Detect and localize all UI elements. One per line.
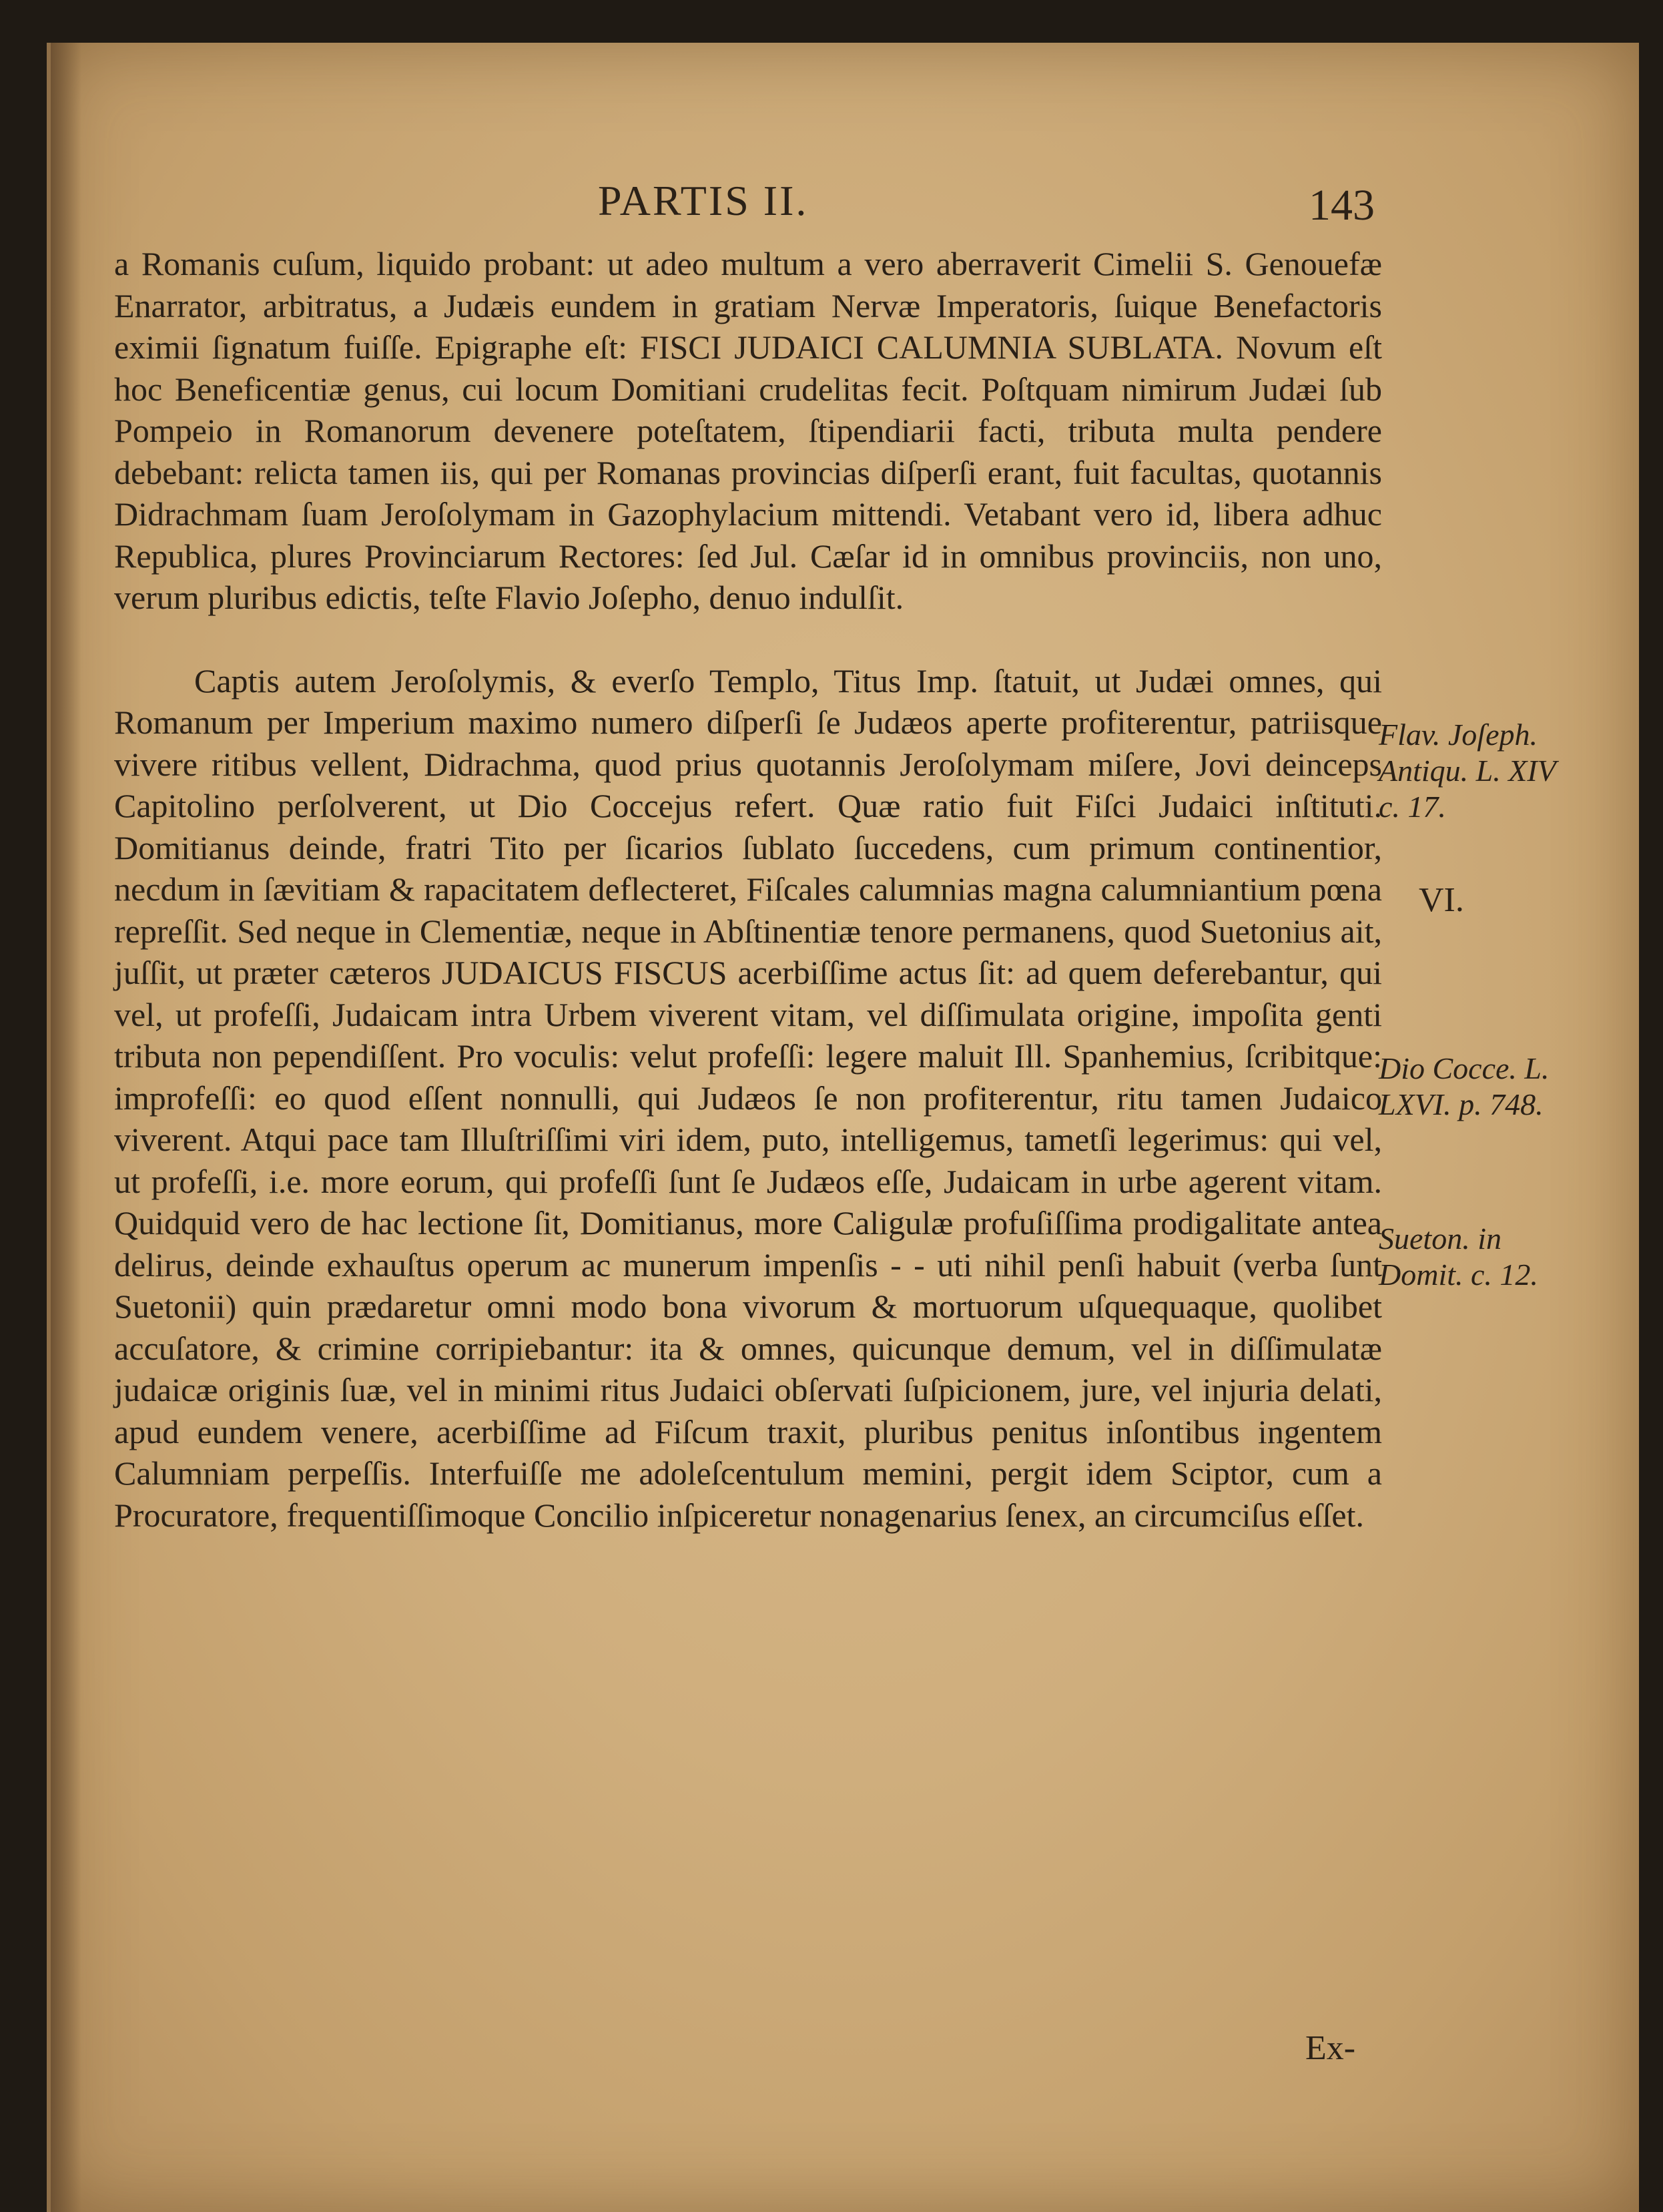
margin-note-dio: Dio Cocce. L. LXVI. p. 748. [1379,1051,1550,1121]
margin-note-josephus: Flav. Joſeph. Antiqu. L. XIV c. 17. [1379,718,1556,824]
page-number: 143 [1309,181,1375,230]
margin-section-number: VI. [1419,881,1464,919]
paragraph-2: Captis autem Jeroſolymis, & everſo Templo, Titus Imp. ſtatuit, ut Judæi omnes, qui Romanum per Imperium maximo numero diſperſi ſe Judæos aperte profiterentur, patriisque vivere ritibus vellent, Didrachma, quod prius quotannis Jeroſolymam miſere, Jovi deinceps Capitolino perſolverent, ut Dio Coccejus refert. Quæ ratio fuit Fiſci Judaici inſtituti. Domitianus deinde, fratri Tito per ſicarios ſublato ſuccedens, cum primum continentior, necdum in ſævitiam & rapacitatem deflecteret, Fiſcales calumnias magna calumniantium pœna repreſſit. Sed neque in Clementiæ, neque in Abſtinentiæ tenore permanens, quod Suetonius ait, juſſit, ut præter cæteros JUDAICUS FISCUS acerbiſſime actus ſit: ad quem deferebantur, qui vel, ut profeſſi, Judaicam intra Urbem viverent vitam, vel diſſimulata origine, impoſita genti tributa non pependiſſent. Pro voculis: velut profeſſi: legere maluit Ill. Spanhemius, ſcribitque: improfeſſi: eo quod eſſent nonnulli, qui Judæos ſe non profiterentur, ritu tamen Judaico viverent. Atqui pace tam Illuſtriſſimi viri idem, puto, intelligemus, tametſi legerimus: qui vel, ut profeſſi, i.e. more eorum, qui profeſſi ſunt ſe Judæos eſſe, Judaicam in urbe agerent vitam. Quidquid vero de hac lectione ſit, Domitianus, more Caligulæ profuſiſſima prodigalitate antea delirus, deinde exhauſtus operum ac munerum impenſis - - uti nihil penſi habuit (verba ſunt Suetonii) quin prædaretur omni modo bona vivorum & mortuorum uſquequaque, quolibet accuſatore, & crimine corripiebantur: ita & omnes, quicunque demum, vel in diſſimulatæ judaicæ originis ſuæ, vel in minimi ritus Judaici obſervati ſuſpicionem, jure, vel injuria delati, apud eundem venere, acerbiſſime ad Fiſcum traxit, pluribus penitus inſontibus ingentem Calumniam perpeſſis. Interfuiſſe me adoleſcentulum memini, pergit idem Sciptor, cum a Procuratore, frequentiſſimoque Concilio inſpiceretur nonagenarius ſenex, an circumciſus eſſet. [114,661,1382,1534]
page-header [51,176,1639,243]
running-head: PARTIS II. [598,177,809,224]
body-text [114,243,1382,1536]
margin-note-suetonius: Sueton. in Domit. c. 12. [1379,1221,1538,1292]
paragraph-1: a Romanis cuſum, liquido probant: ut adeo multum a vero aberraverit Cimelii S. Genouefæ Enarrator, arbitratus, a Judæis eundem in gratiam Nervæ Imperatoris, ſuique Benefactoris eximii ſignatum fuiſſe. Epigraphe eſt: FISCI JUDAICI CALUMNIA SUBLATA. Novum eſt hoc Beneficentiæ genus, cui locum Domitiani crudelitas fecit. Poſtquam nimirum Judæi ſub Pompeio in Romanorum devenere poteſtatem, ſtipendiarii facti, tributa multa pendere debebant: relicta tamen iis, qui per Romanas provincias diſperſi erant, fuit facultas, quotannis Didrachmam ſuam Jeroſolymam in Gazophylacium mittendi. Vetabant vero id, libera adhuc Republica, plures Provinciarum Rectores: ſed Jul. Cæſar id in omnibus provinciis, non uno, verum pluribus edictis, teſte Flavio Joſepho, denuo indulſit. [114,245,1382,616]
book-page [47,43,1639,2212]
catchword: Ex- [1305,2029,1356,2067]
